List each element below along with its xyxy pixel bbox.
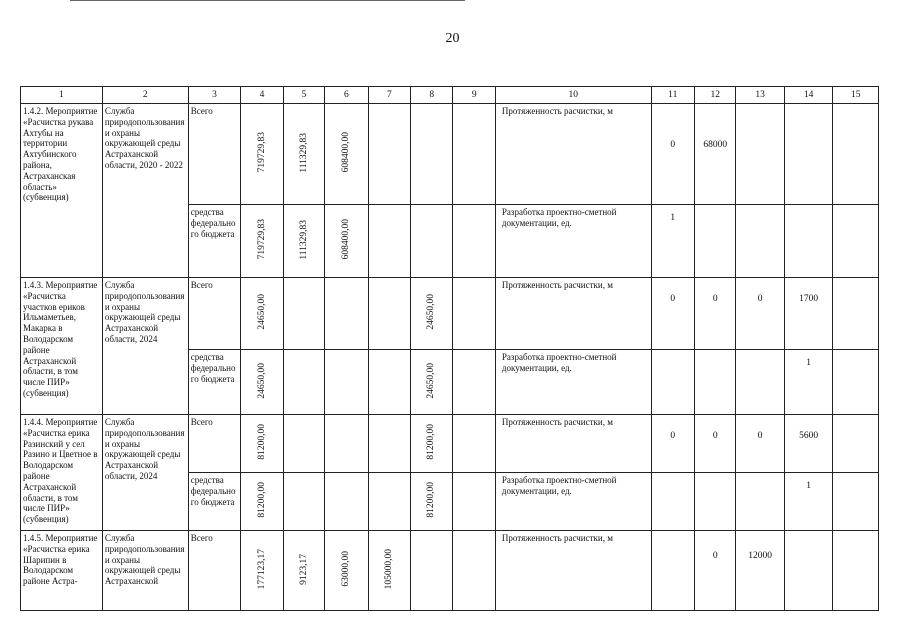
amount-value: 63000,00 xyxy=(340,551,351,587)
indicator-value-cell-13 xyxy=(736,104,785,205)
indicator-value-cell-13: 12000 xyxy=(736,531,785,611)
indicator-value-cell-12: 0 xyxy=(694,415,735,473)
executor-cell: Служба природопользования и охраны окружающей среды Астраханской области, 2024 xyxy=(102,415,188,531)
top-rule xyxy=(70,0,465,1)
indicator-value-cell-14: 1700 xyxy=(784,278,833,350)
indicator-cell: Разработка проектно-сметной документации, ед. xyxy=(495,473,651,531)
amount-value: 81200,00 xyxy=(256,482,267,518)
amount-cell-7 xyxy=(368,350,410,415)
event-name-cell: 1.4.5. Мероприятие «Расчистка ерика Шарипин в Володарском районе Астра- xyxy=(21,531,103,611)
column-number-row xyxy=(21,87,879,104)
header-cell-5: 5 xyxy=(283,87,324,104)
funding-source-cell: средства федерального бюджета xyxy=(188,350,241,415)
amount-value: 24650,00 xyxy=(256,362,267,399)
amount-value: 81200,00 xyxy=(256,424,267,460)
funding-source-cell: средства федерального бюджета xyxy=(188,473,241,531)
indicator-value-cell-14: 5600 xyxy=(784,415,833,473)
indicator-value-cell-13 xyxy=(736,350,785,415)
amount-cell-8 xyxy=(411,205,453,278)
amount-cell-8 xyxy=(411,350,453,415)
amount-cell-6 xyxy=(325,205,368,278)
amount-cell-6 xyxy=(325,473,368,531)
header-cell-12: 12 xyxy=(694,87,735,104)
amount-cell-6 xyxy=(325,531,368,611)
indicator-value-cell-14 xyxy=(784,104,833,205)
amount-value: 24650,00 xyxy=(426,294,437,330)
amount-cell-9 xyxy=(453,104,495,205)
indicator-value-cell-14 xyxy=(784,205,833,278)
amount-cell-6 xyxy=(325,278,368,350)
amount-cell-4 xyxy=(241,350,283,415)
amount-value: 105000,00 xyxy=(383,548,394,590)
event-name-cell: 1.4.4. Мероприятие «Расчистка ерика Разинский у сел Разино и Цветное в Володарском районе Астраханской области, в том числе ПИР» (субвенция) xyxy=(21,415,103,531)
indicator-value-cell-15 xyxy=(833,473,879,531)
amount-cell-9 xyxy=(453,531,495,611)
indicator-value-cell-15 xyxy=(833,104,879,205)
amount-cell-8 xyxy=(411,415,453,473)
table-body xyxy=(21,87,879,611)
amount-value: 111329,83 xyxy=(298,132,309,173)
amount-value: 24650,00 xyxy=(426,362,437,399)
amount-cell-8 xyxy=(411,531,453,611)
indicator-value-cell-15 xyxy=(833,350,879,415)
amount-cell-8 xyxy=(411,278,453,350)
indicator-cell: Разработка проектно-сметной документации, ед. xyxy=(495,205,651,278)
header-cell-9: 9 xyxy=(453,87,495,104)
indicator-value-cell-12: 68000 xyxy=(694,104,735,205)
funding-source-cell: Всего xyxy=(188,415,241,473)
event-name-cell: 1.4.2. Мероприятие «Расчистка рукава Ахтубы на территории Ахтубинского района, Астраханская область» (субвенция) xyxy=(21,104,103,278)
amount-value: 608400,00 xyxy=(340,132,351,173)
amount-cell-4 xyxy=(241,415,283,473)
header-cell-13: 13 xyxy=(736,87,785,104)
amount-value: 81200,00 xyxy=(426,424,437,460)
indicator-value-cell-11: 1 xyxy=(651,205,694,278)
amount-value: 177123,17 xyxy=(256,548,267,590)
indicator-value-cell-11: 0 xyxy=(651,104,694,205)
indicator-value-cell-15 xyxy=(833,415,879,473)
indicator-value-cell-11: 0 xyxy=(651,415,694,473)
amount-cell-7 xyxy=(368,205,410,278)
indicator-value-cell-11 xyxy=(651,473,694,531)
page-number: 20 xyxy=(445,31,460,46)
executor-cell: Служба природопользования и охраны окружающей среды Астраханской области, 2020 - 2022 xyxy=(102,104,188,278)
amount-cell-5 xyxy=(283,473,324,531)
executor-cell: Служба природопользования и охраны окружающей среды Астраханской области, 2024 xyxy=(102,278,188,415)
amount-cell-6 xyxy=(325,104,368,205)
indicator-cell: Протяженность расчистки, м xyxy=(495,531,651,611)
amount-cell-9 xyxy=(453,473,495,531)
header-cell-8: 8 xyxy=(411,87,453,104)
indicator-value-cell-14: 1 xyxy=(784,350,833,415)
table-row xyxy=(21,531,879,611)
amount-value: 111329,83 xyxy=(298,219,309,260)
amount-value: 719729,83 xyxy=(256,132,267,173)
amount-cell-5 xyxy=(283,415,324,473)
indicator-value-cell-12 xyxy=(694,205,735,278)
indicator-value-cell-13 xyxy=(736,205,785,278)
amount-cell-7 xyxy=(368,473,410,531)
header-cell-10: 10 xyxy=(495,87,651,104)
funding-source-cell: Всего xyxy=(188,531,241,611)
header-cell-4: 4 xyxy=(241,87,283,104)
amount-cell-4 xyxy=(241,531,283,611)
amount-cell-7 xyxy=(368,104,410,205)
amount-cell-5 xyxy=(283,531,324,611)
funding-source-cell: Всего xyxy=(188,104,241,205)
header-cell-7: 7 xyxy=(368,87,410,104)
amount-cell-4 xyxy=(241,104,283,205)
amount-value: 81200,00 xyxy=(426,482,437,518)
amount-cell-8 xyxy=(411,473,453,531)
amount-value: 9123,17 xyxy=(298,553,309,585)
table-row xyxy=(21,415,879,473)
amount-cell-9 xyxy=(453,350,495,415)
header-cell-11: 11 xyxy=(651,87,694,104)
indicator-value-cell-14: 1 xyxy=(784,473,833,531)
amount-cell-6 xyxy=(325,415,368,473)
indicator-value-cell-15 xyxy=(833,278,879,350)
indicator-value-cell-11 xyxy=(651,350,694,415)
amount-cell-4 xyxy=(241,278,283,350)
header-cell-2: 2 xyxy=(102,87,188,104)
amount-cell-4 xyxy=(241,473,283,531)
amount-cell-9 xyxy=(453,415,495,473)
amount-value: 719729,83 xyxy=(256,219,267,260)
amount-cell-8 xyxy=(411,104,453,205)
indicator-cell: Протяженность расчистки, м xyxy=(495,104,651,205)
indicator-cell: Протяженность расчистки, м xyxy=(495,415,651,473)
funding-source-cell: Всего xyxy=(188,278,241,350)
amount-cell-9 xyxy=(453,278,495,350)
indicator-value-cell-13: 0 xyxy=(736,278,785,350)
indicator-cell: Протяженность расчистки, м xyxy=(495,278,651,350)
amount-cell-5 xyxy=(283,278,324,350)
executor-cell: Служба природопользования и охраны окружающей среды Астраханской xyxy=(102,531,188,611)
amount-cell-6 xyxy=(325,350,368,415)
header-cell-3: 3 xyxy=(188,87,241,104)
amount-cell-4 xyxy=(241,205,283,278)
indicator-value-cell-12 xyxy=(694,473,735,531)
table-row xyxy=(21,104,879,205)
amount-cell-9 xyxy=(453,205,495,278)
table-row xyxy=(21,278,879,350)
indicator-value-cell-14 xyxy=(784,531,833,611)
indicator-value-cell-13: 0 xyxy=(736,415,785,473)
indicator-value-cell-15 xyxy=(833,205,879,278)
header-cell-6: 6 xyxy=(325,87,368,104)
funding-source-cell: средства федерального бюджета xyxy=(188,205,241,278)
indicator-value-cell-12: 0 xyxy=(694,278,735,350)
amount-cell-5 xyxy=(283,205,324,278)
header-cell-1: 1 xyxy=(21,87,103,104)
header-cell-14: 14 xyxy=(784,87,833,104)
indicator-value-cell-13 xyxy=(736,473,785,531)
amount-cell-7 xyxy=(368,531,410,611)
amount-cell-7 xyxy=(368,278,410,350)
indicator-value-cell-11 xyxy=(651,531,694,611)
amount-cell-5 xyxy=(283,350,324,415)
event-name-cell: 1.4.3. Мероприятие «Расчистка участков ериков Ильмаметьев, Макарка в Володарском районе Астраханской области, в том числе ПИР» (субвенция) xyxy=(21,278,103,415)
indicator-value-cell-12: 0 xyxy=(694,531,735,611)
indicator-value-cell-12 xyxy=(694,350,735,415)
amount-cell-5 xyxy=(283,104,324,205)
amount-cell-7 xyxy=(368,415,410,473)
amount-value: 608400,00 xyxy=(340,219,351,260)
indicator-cell: Разработка проектно-сметной документации, ед. xyxy=(495,350,651,415)
header-cell-15: 15 xyxy=(833,87,879,104)
program-table xyxy=(20,86,879,611)
amount-value: 24650,00 xyxy=(256,294,267,330)
indicator-value-cell-11: 0 xyxy=(651,278,694,350)
indicator-value-cell-15 xyxy=(833,531,879,611)
